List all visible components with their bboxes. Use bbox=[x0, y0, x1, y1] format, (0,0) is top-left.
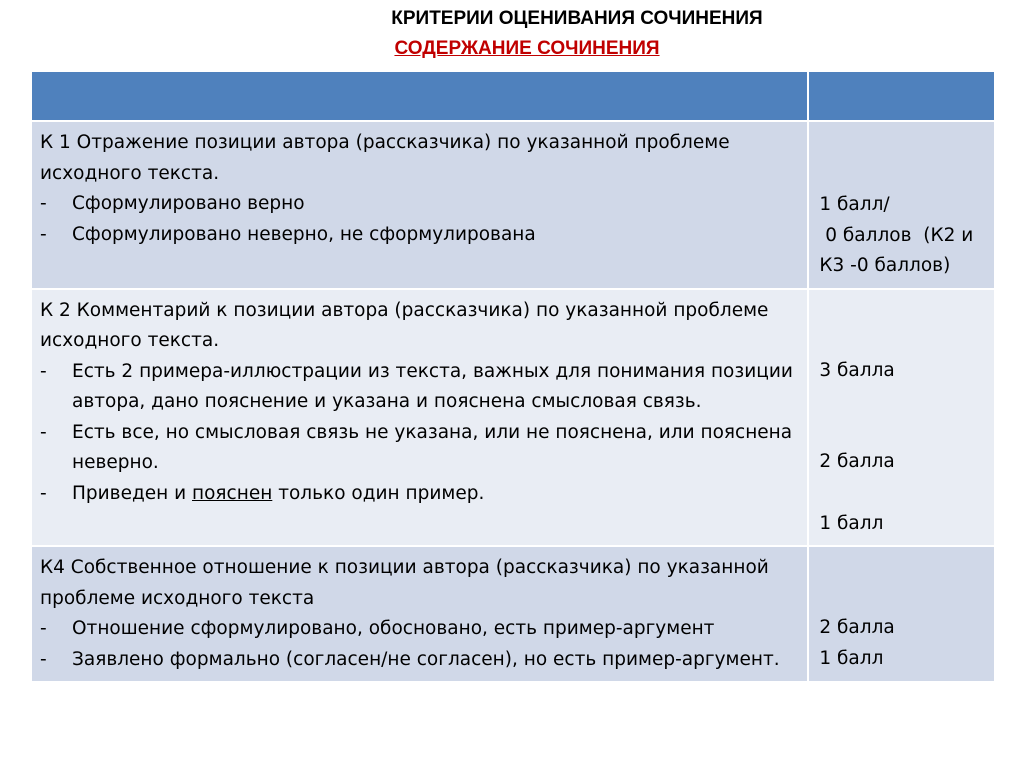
table-row-k2 bbox=[31, 289, 995, 547]
score-text: 2 балла bbox=[819, 617, 895, 638]
list-item: - Сформулировано верно bbox=[40, 189, 799, 220]
score-cell bbox=[808, 289, 995, 547]
table-row-k1 bbox=[31, 121, 995, 289]
page-subtitle: СОДЕРЖАНИЕ СОЧИНЕНИЯ bbox=[394, 38, 660, 59]
list-item: - Есть все, но смысловая связь не указана, или не пояснена, или пояснена неверно. bbox=[40, 418, 799, 479]
score-text: 1 балл bbox=[819, 647, 884, 669]
underlined-word: пояснен bbox=[192, 482, 273, 504]
criterion-text: К 1 Отражение позиции автора (рассказчика) по указанной проблеме исходного текста. bbox=[40, 132, 730, 184]
score-cell bbox=[808, 121, 995, 289]
criterion-items bbox=[40, 614, 799, 675]
criterion-cell bbox=[31, 546, 808, 682]
list-item: - Сформулировано неверно, не сформулирована bbox=[40, 220, 799, 251]
item-text-end: только один пример. bbox=[272, 482, 485, 504]
criterion-text: К 2 Комментарий к позиции автора (рассказчика) по указанной проблеме исходного текста. bbox=[40, 299, 769, 351]
criterion-items bbox=[40, 357, 799, 510]
score-text: 1 балл bbox=[819, 512, 884, 534]
score-text: 2 балла bbox=[819, 451, 895, 472]
table-row-k4 bbox=[31, 546, 995, 682]
criterion-cell bbox=[31, 121, 808, 289]
score-cell bbox=[808, 546, 995, 682]
score-text: 1 балл/ 0 баллов (К2 и К3 -0 баллов) bbox=[819, 194, 974, 276]
criteria-table bbox=[30, 70, 996, 683]
criterion-text: К4 Собственное отношение к позиции автора (рассказчика) по указанной проблеме исходного текста bbox=[40, 557, 769, 609]
item-text-start: Приведен и bbox=[72, 482, 193, 504]
criterion-cell bbox=[31, 289, 808, 547]
page-title: КРИТЕРИИ ОЦЕНИВАНИЯ СОЧИНЕНИЯ bbox=[391, 8, 763, 29]
header-cell-criterion bbox=[31, 71, 808, 121]
list-item: - Отношение сформулировано, обосновано, есть пример-аргумент bbox=[40, 614, 799, 645]
list-item: - Есть 2 примера-иллюстрации из текста, важных для понимания позиции автора, дано пояснение и указана и пояснена смысловая связь. bbox=[40, 357, 799, 418]
header-cell-score bbox=[808, 71, 995, 121]
slide-title bbox=[0, 8, 1024, 60]
list-item: - Заявлено формально (согласен/не согласен), но есть пример-аргумент. bbox=[40, 645, 799, 676]
list-item bbox=[40, 479, 799, 510]
score-text: 3 балла bbox=[819, 359, 895, 381]
table-header-row bbox=[31, 71, 995, 121]
criterion-items bbox=[40, 189, 799, 250]
